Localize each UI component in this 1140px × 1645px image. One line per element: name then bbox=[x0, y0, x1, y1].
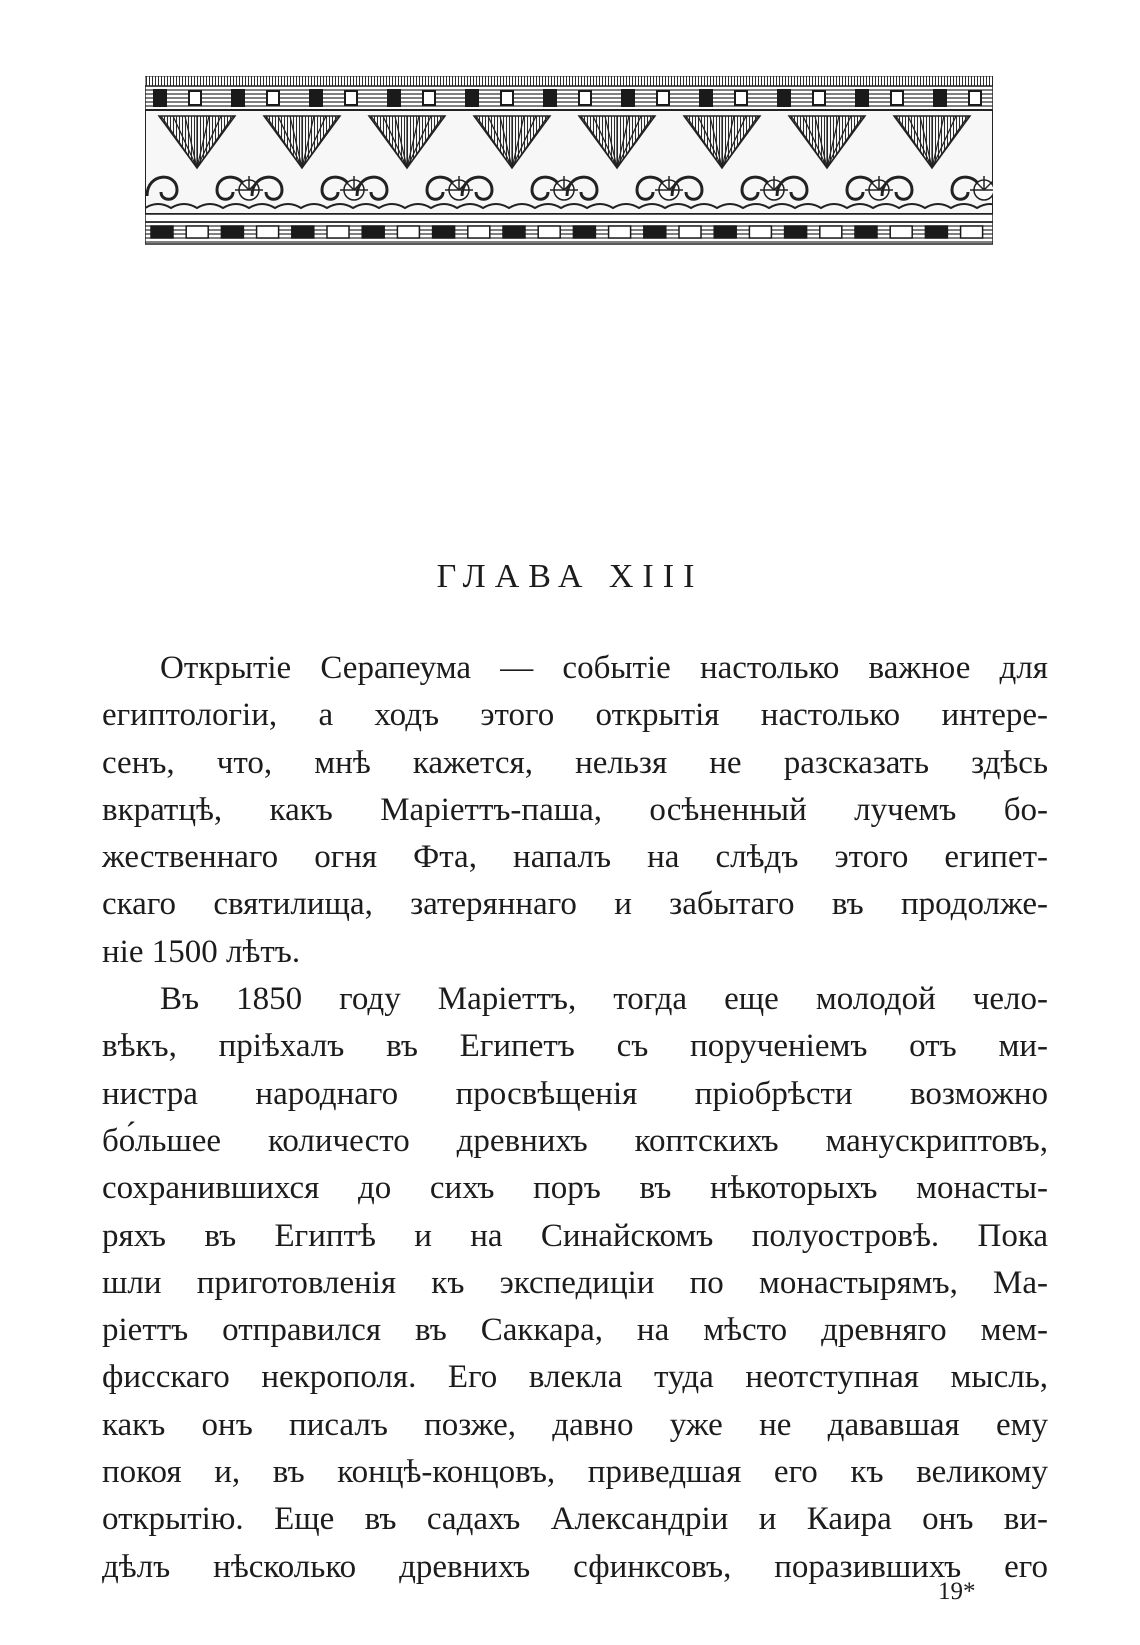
text-line bbox=[102, 1591, 1048, 1638]
paragraph-1 bbox=[102, 645, 1048, 976]
text-line: открытію. Еще въ садахъ Александріи и Каира онъ ви- bbox=[102, 1501, 1048, 1538]
text-line: какъ онъ писалъ позже, давно уже не дававшая ему bbox=[102, 1406, 1048, 1443]
text-line: дѣлъ нѣсколько древнихъ сфинксовъ, поразившихъ его bbox=[102, 1548, 1048, 1585]
text-line: шли приготовленія къ экспедиціи по монастырямъ, Ма- bbox=[102, 1264, 1048, 1301]
text-line: сохранившихся до сихъ поръ въ нѣкоторыхъ монасты- bbox=[102, 1170, 1048, 1207]
text-line: вѣкъ, пріѣхалъ въ Египетъ съ порученіемъ отъ ми- bbox=[102, 1028, 1048, 1065]
paragraph-2 bbox=[102, 976, 1048, 1638]
text-line: ряхъ въ Египтѣ и на Синайскомъ полуостровѣ. Пока bbox=[102, 1217, 1048, 1254]
text-line: бо́льшее количесто древнихъ коптскихъ манускриптовъ, bbox=[102, 1122, 1048, 1159]
text-line: ріеттъ отправился въ Саккара, на мѣсто древняго мем- bbox=[102, 1312, 1048, 1349]
text-line: египтологіи, а ходъ этого открытія настолько интере- bbox=[102, 697, 1048, 734]
text-line: вкратцѣ, какъ Маріеттъ-паша, осѣненный лучемъ бо- bbox=[102, 791, 1048, 828]
text-line: жественнаго огня Фта, напалъ на слѣдъ этого египет- bbox=[102, 839, 1048, 876]
text-line: сенъ, что, мнѣ кажется, нельзя не разсказать здѣсь bbox=[102, 744, 1048, 781]
page-number: 19* bbox=[938, 1578, 976, 1605]
decorative-egyptian-frieze bbox=[145, 76, 993, 250]
text-line: фисскаго некрополя. Его влекла туда неотступная мысль, bbox=[102, 1359, 1048, 1396]
text-line: покоя и, въ концѣ-концовъ, приведшая его къ великому bbox=[102, 1454, 1048, 1491]
text-line: Открытіе Серапеума — событіе настолько важное для bbox=[160, 650, 1048, 686]
chapter-title: ГЛАВА XIII bbox=[436, 558, 704, 595]
text-line: нистра народнаго просвѣщенія пріобрѣсти возможно bbox=[102, 1075, 1048, 1112]
text-line: Въ 1850 году Маріеттъ, тогда еще молодой чело- bbox=[160, 981, 1048, 1018]
chapter-body bbox=[102, 645, 1048, 1638]
text-line: скаго святилища, затеряннаго и забытаго въ продолже- bbox=[102, 886, 1048, 923]
text-line: ніе 1500 лѣтъ. bbox=[102, 933, 301, 970]
